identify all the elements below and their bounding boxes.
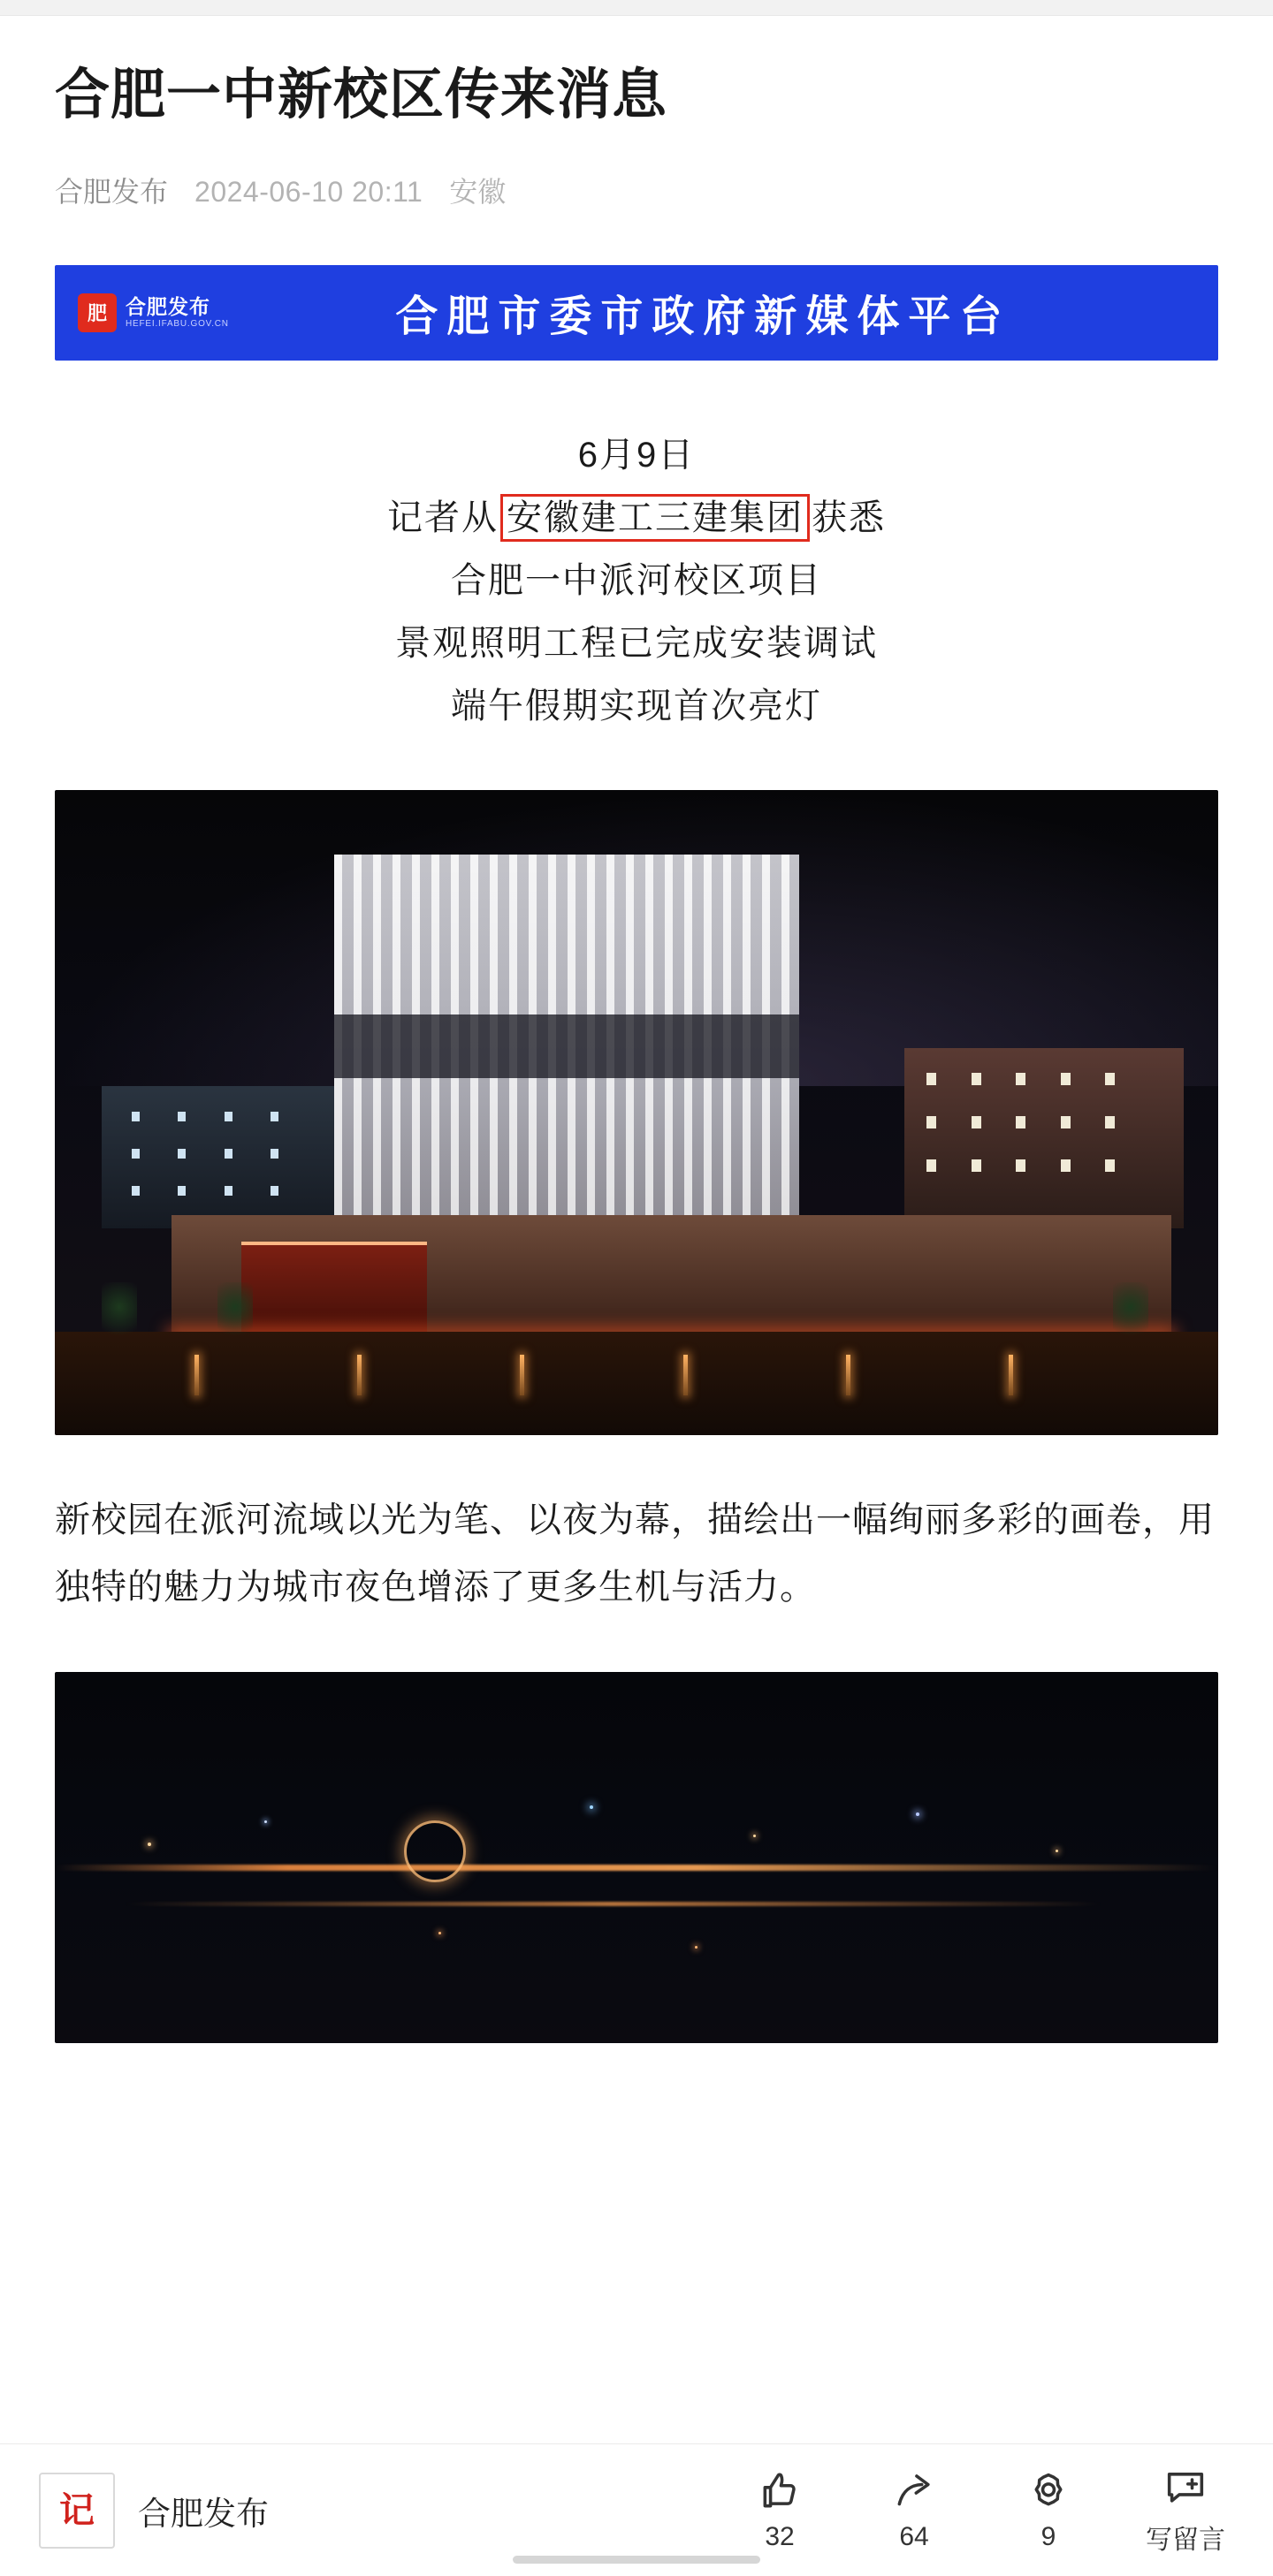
lead-paragraph — [55, 424, 1218, 739]
write-comment-label: 写留言 — [1146, 2525, 1225, 2555]
article-image-campus-night[interactable] — [55, 790, 1218, 1435]
page-title: 合肥一中新校区传来消息 — [55, 65, 668, 125]
share-count: 64 — [899, 2521, 929, 2551]
banner-logo-name: 合肥发布 — [126, 294, 210, 318]
home-indicator — [513, 2556, 760, 2564]
lead-line-5: 端午假期实现首次亮灯 — [451, 687, 822, 726]
account-block[interactable] — [39, 2473, 269, 2549]
lead-line-3: 合肥一中派河校区项目 — [451, 561, 822, 601]
article-image-city-night[interactable] — [55, 1672, 1218, 2043]
like-count: 32 — [765, 2521, 795, 2551]
article-date: 2024-06-10 20:11 — [194, 175, 423, 208]
comment-plus-icon — [1162, 2465, 1209, 2509]
account-seal-icon: 记 — [59, 2489, 95, 2530]
banner-logo — [78, 293, 229, 332]
platform-banner — [55, 265, 1218, 361]
favorite-button[interactable] — [1011, 2469, 1086, 2552]
status-bar — [0, 0, 1273, 16]
seal-icon: 肥 — [78, 293, 117, 332]
article-region: 安徽 — [449, 175, 507, 208]
article-meta — [55, 170, 1218, 210]
favorite-count: 9 — [1041, 2521, 1056, 2551]
lead-line-4: 景观照明工程已完成安装调试 — [395, 624, 878, 664]
write-comment-button[interactable] — [1146, 2465, 1225, 2557]
thumbs-up-icon — [756, 2469, 804, 2513]
article-source[interactable]: 合肥发布 — [55, 175, 169, 208]
lead-line-2 — [55, 487, 1218, 550]
share-arrow-icon — [890, 2469, 938, 2513]
lead-line-2-suffix: 获悉 — [812, 498, 886, 537]
actions-group — [743, 2465, 1238, 2557]
avatar[interactable] — [39, 2473, 115, 2549]
banner-logo-domain: HEFEI.IFABU.GOV.CN — [126, 319, 229, 329]
lead-highlight: 安徽建工三建集团 — [500, 494, 810, 542]
lead-line-2-prefix: 记者从 — [387, 498, 499, 537]
lead-line-1: 6月9日 — [577, 435, 696, 475]
flower-star-icon — [1025, 2469, 1072, 2513]
account-name[interactable]: 合肥发布 — [138, 2495, 269, 2532]
share-button[interactable] — [877, 2469, 951, 2552]
banner-title: 合肥市委市政府新媒体平台 — [395, 293, 1011, 341]
like-button[interactable] — [743, 2469, 817, 2552]
body-paragraph-1: 新校园在派河流域以光为笔、以夜为幕，描绘出一幅绚丽多彩的画卷，用独特的魅力为城市夜色增添了更多生机与活力。 — [55, 1500, 1215, 1607]
article-body — [0, 16, 1273, 2443]
